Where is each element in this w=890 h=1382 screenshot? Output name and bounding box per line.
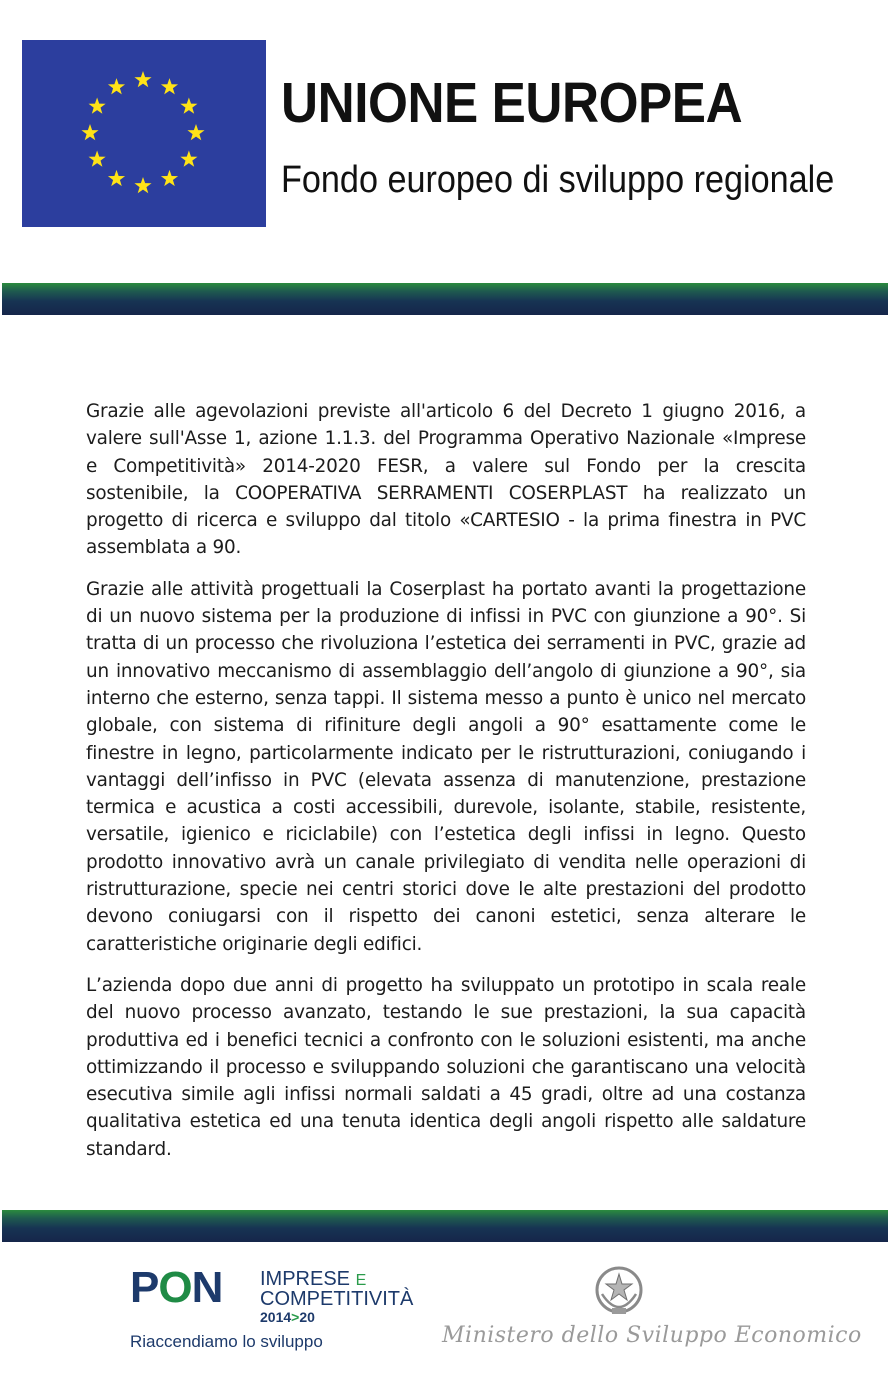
emblem-branches [602, 1294, 636, 1307]
pon-year-start: 2014 [260, 1309, 292, 1325]
page-subtitle: Fondo europeo di sviluppo regionale [281, 159, 835, 201]
pon-year-end: 20 [299, 1309, 315, 1325]
body-text [86, 398, 806, 1177]
pon-logo [130, 1264, 420, 1364]
paragraph-intro: Grazie alle agevolazioni previste all'articolo 6 del Decreto 1 giugno 2016, a valere sull'Asse 1, azione 1.1.3. del Programma Operativo Nazionale «Imprese e Competitività» 2014-2020 FESR, a valere sul Fondo per la crescita sostenibile, la COOPERATIVA SERRAMENTI COSERPLAST ha realizzato un progetto di ricerca e sviluppo dal titolo «CARTESIO - la prima finestra in PVC assemblata a 90. [86, 401, 806, 559]
ministry-name: Ministero dello Sviluppo Economico [442, 1323, 862, 1348]
italian-republic-emblem-icon [592, 1264, 646, 1322]
pon-competitivita-line: COMPETITIVITÀ [260, 1288, 414, 1310]
pon-tagline: Riaccendiamo lo sviluppo [130, 1332, 323, 1351]
emblem-ribbon [612, 1308, 626, 1314]
pon-logo-word [130, 1263, 223, 1312]
pon-year-separator: > [291, 1309, 300, 1325]
eu-flag-background [22, 40, 266, 227]
emblem-graphic [592, 1264, 646, 1322]
pon-letter-n: N [191, 1263, 223, 1312]
paragraph-results: L’azienda dopo due anni di progetto ha sviluppato un prototipo in scala reale del nuovo processo avanzato, testando le sue prestazioni, la sua capacità produttiva ed i benefici tecnici a confronto con le soluzioni esistenti, ma anche ottimizzando il processo e sviluppando soluzioni che garantiscano una velocità esecutiva simile agli infissi normali saldati a 45 gradi, oltre ad una costanza qualitativa estetica ed una tenuta identica degli angoli rispetto alle saldature standard. [86, 974, 806, 1160]
pon-letter-p: P [130, 1263, 159, 1312]
paragraph-project: Grazie alle attività progettuali la Coserplast ha portato avanti la progettazione di un nuovo sistema per la produzione di infissi in PVC con giunzione a 90°. Si tratta di un processo che rivoluziona l’estetica dei serramenti in PVC, grazie ad un innovativo meccanismo di assemblaggio dell’angolo di giunzione a 90°, sia interno che esterno, senza tappi. Il sistema messo a punto è unico nel mercato globale, con sistema di rifiniture degli angoli a 90° esattamente come le finestre in legno, particolarmente indicato per le ristrutturazioni, coniugando i vantaggi dell’infisso in PVC (elevata assenza di manutenzione, prestazione termica e acustica a costi accessibili, durevole, isolante, stabile, resistente, versatile, igienico e riciclabile) con l’estetica degli infissi in legno. Questo prodotto innovativo avrà un canale privilegiato di vendita nelle operazioni di ristrutturazione, specie nei centri storici dove le alte prestazioni del prodotto devono coniugarsi con il rispetto dei canoni estetici, senza alterare le caratteristiche originarie degli edifici. [86, 578, 806, 955]
pon-letter-o: O [158, 1263, 192, 1312]
eu-flag-graphic [22, 40, 266, 227]
page-title: UNIONE EUROPEA [281, 71, 743, 135]
footer-divider-band [2, 1210, 888, 1242]
emblem-star [606, 1274, 632, 1300]
eu-flag [22, 40, 266, 227]
pon-imprese-text: IMPRESE [260, 1268, 351, 1290]
pon-imprese-amp: E [355, 1272, 367, 1289]
pon-years [260, 1309, 315, 1325]
header-divider-band [2, 283, 888, 315]
